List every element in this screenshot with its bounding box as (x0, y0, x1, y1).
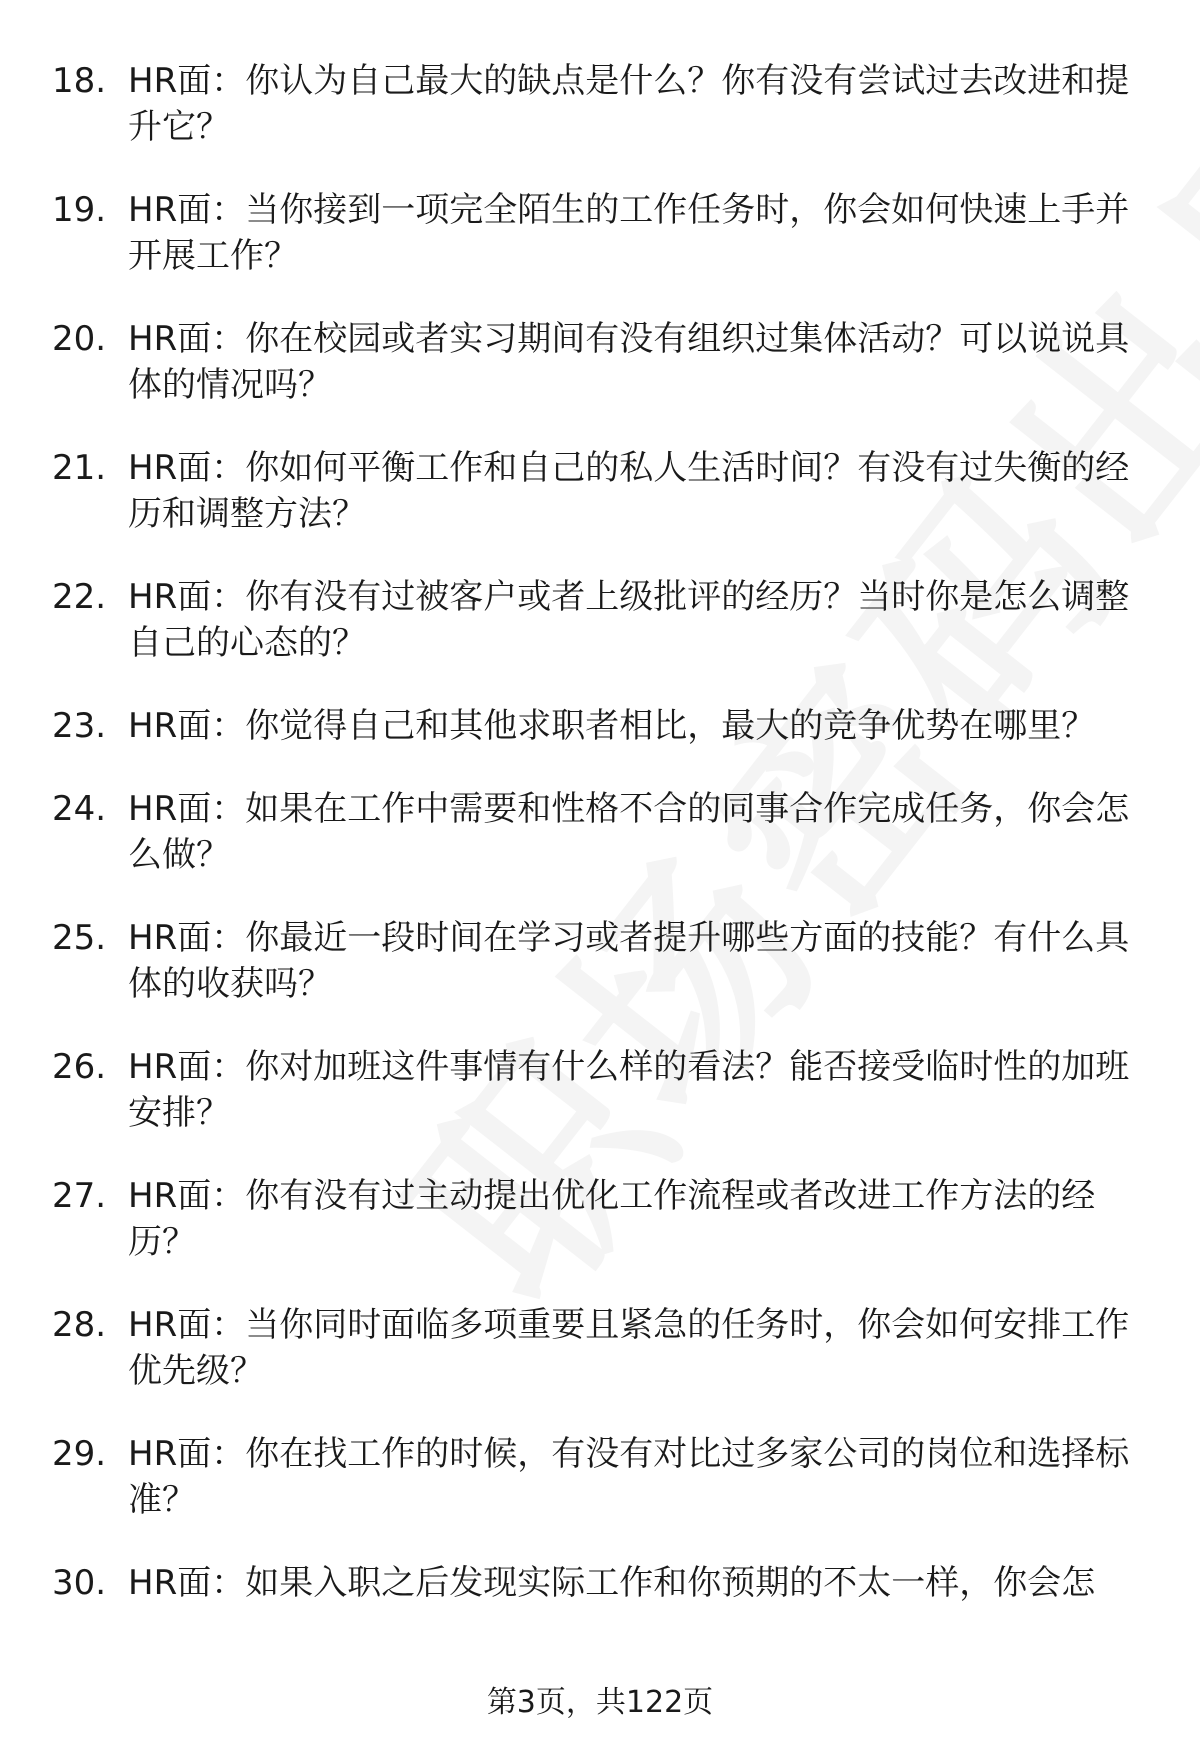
question-text: HR面：你有没有过主动提出优化工作流程或者改进工作方法的经历？ (128, 1176, 1096, 1262)
list-item (0, 58, 1200, 150)
question-number: 28. (52, 1305, 107, 1345)
question-number: 20. (52, 319, 107, 359)
question-text: HR面：你有没有过被客户或者上级批评的经历？当时你是怎么调整自己的心态的？ (128, 577, 1130, 663)
question-number: 18. (52, 61, 107, 101)
question-text: HR面：当你接到一项完全陌生的工作任务时，你会如何快速上手并开展工作？ (128, 190, 1130, 276)
question-list (0, 58, 1200, 1643)
question-text: HR面：如果入职之后发现实际工作和你预期的不太一样，你会怎 (128, 1563, 1096, 1603)
question-number: 29. (52, 1434, 107, 1474)
question-text: HR面：如果在工作中需要和性格不合的同事合作完成任务，你会怎么做？ (128, 789, 1130, 875)
list-item (0, 1044, 1200, 1136)
question-text: HR面：你在找工作的时候，有没有对比过多家公司的岗位和选择标准？ (128, 1434, 1130, 1520)
list-item (0, 1173, 1200, 1265)
question-number: 19. (52, 190, 107, 230)
question-text: HR面：你如何平衡工作和自己的私人生活时间？有没有过失衡的经历和调整方法？ (128, 448, 1130, 534)
question-text: HR面：你认为自己最大的缺点是什么？你有没有尝试过去改进和提升它？ (128, 61, 1130, 147)
page-number-label: 第3页，共122页 (486, 1685, 714, 1720)
question-number: 21. (52, 448, 107, 488)
question-number: 25. (52, 918, 107, 958)
list-item (0, 1431, 1200, 1523)
question-text: HR面：当你同时面临多项重要且紧急的任务时，你会如何安排工作优先级？ (128, 1305, 1130, 1391)
question-text: HR面：你在校园或者实习期间有没有组织过集体活动？可以说说具体的情况吗？ (128, 319, 1130, 405)
list-item (0, 187, 1200, 279)
list-item (0, 1560, 1200, 1606)
question-number: 26. (52, 1047, 107, 1087)
question-number: 27. (52, 1176, 107, 1216)
list-item (0, 445, 1200, 537)
list-item (0, 316, 1200, 408)
question-number: 30. (52, 1563, 107, 1603)
list-item (0, 1302, 1200, 1394)
list-item (0, 915, 1200, 1007)
question-number: 22. (52, 577, 107, 617)
question-text: HR面：你对加班这件事情有什么样的看法？能否接受临时性的加班安排？ (128, 1047, 1130, 1133)
page-footer (0, 1683, 1200, 1723)
list-item (0, 574, 1200, 666)
list-item (0, 786, 1200, 878)
question-text: HR面：你觉得自己和其他求职者相比，最大的竞争优势在哪里？ (128, 706, 1096, 746)
question-number: 24. (52, 789, 107, 829)
list-item (0, 703, 1200, 749)
question-number: 23. (52, 706, 107, 746)
question-text: HR面：你最近一段时间在学习或者提升哪些方面的技能？有什么具体的收获吗？ (128, 918, 1130, 1004)
